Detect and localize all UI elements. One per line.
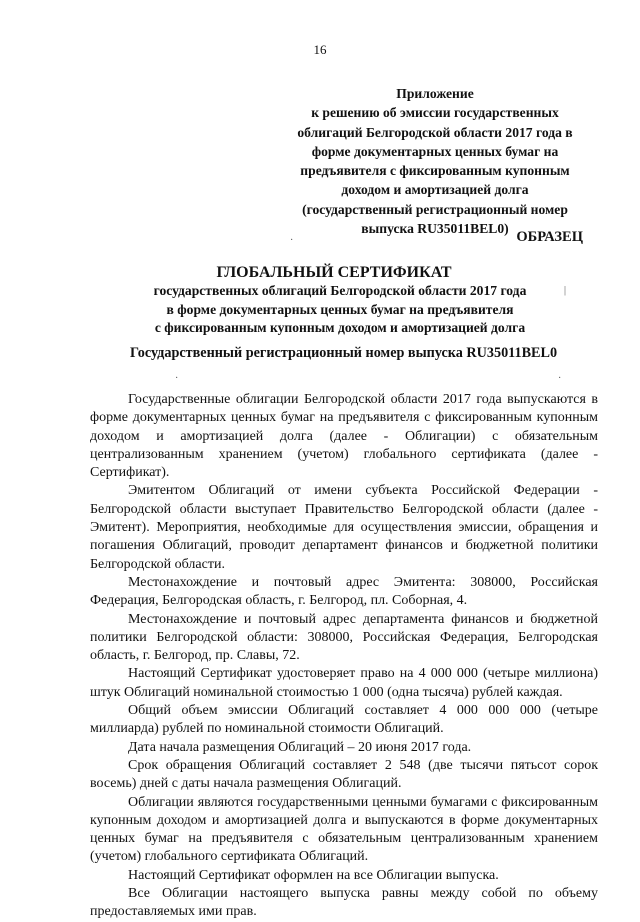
body-paragraph: Срок обращения Облигаций составляет 2 548 (две тысячи пятьсот сорок восемь) дней с даты начала размещения Облигаций. bbox=[90, 757, 598, 792]
appendix-line: доходом и амортизацией долга bbox=[341, 182, 529, 198]
appendix-line: выпуска RU35011BEL0) bbox=[361, 221, 509, 237]
body-paragraph: Настоящий Сертификат удостоверяет право на 4 000 000 (четыре миллиона) штук Облигаций номинальной стоимостью 1 000 (одна тысяча) рублей каждая. bbox=[90, 666, 598, 700]
appendix-line: (государственный регистрационный номер bbox=[302, 201, 568, 217]
certificate-body bbox=[90, 391, 598, 922]
subtitle-line: с фиксированным купонным доходом и амортизацией долга bbox=[154, 320, 526, 335]
appendix-line: Приложение bbox=[396, 86, 474, 101]
body-paragraph: Местонахождение и почтовый адрес департамента финансов и бюджетной политики Белгородской области: 308000, Российская Федерация, Белгородская область, г. Белгород, пр. Славы, 72. bbox=[90, 611, 598, 664]
body-paragraph: Все Облигации настоящего выпуска равны между собой по объему предоставляемых ими прав. bbox=[90, 886, 598, 920]
certificate-subtitle bbox=[100, 282, 580, 338]
appendix-line: форме документарных ценных бумаг на bbox=[311, 143, 559, 159]
subtitle-line: государственных облигаций Белгородской области 2017 года bbox=[153, 283, 527, 298]
body-paragraph: Эмитентом Облигаций от имени субъекта Российской Федерации - Белгородской области выступает Правительство Белгородской области (далее - Эмитент). Мероприятия, необходимые для осуществления эмиссии, обращения и погашения Облигаций, проводит департамент финансов и бюджетной политики Белгородской области. bbox=[90, 483, 598, 572]
appendix-line: облигаций Белгородской области 2017 года в bbox=[297, 124, 573, 140]
sample-label: ОБРАЗЕЦ bbox=[516, 229, 583, 245]
appendix-header bbox=[280, 84, 590, 238]
certificate-title: ГЛОБАЛЬНЫЙ СЕРТИФИКАТ bbox=[216, 264, 452, 281]
body-paragraph: Настоящий Сертификат оформлен на все Облигации выпуска. bbox=[128, 867, 499, 883]
body-paragraph: Общий объем эмиссии Облигаций составляет 4 000 000 000 (четыре миллиарда) рублей по номинальной стоимости Облигаций. bbox=[90, 703, 598, 737]
appendix-line: к решению об эмиссии государственных bbox=[311, 105, 559, 121]
page-number: 16 bbox=[313, 42, 327, 57]
scan-speck: · bbox=[175, 373, 179, 384]
registration-number-line: Государственный регистрационный номер выпуска RU35011BEL0 bbox=[130, 345, 558, 361]
body-paragraph: Государственные облигации Белгородской области 2017 года выпускаются в форме документарных ценных бумаг на предъявителя с фиксированным купонным доходом и амортизацией долга (далее - Облигации) с обязательным централизованным хранением (учетом) глобального сертификата (далее - Сертификат). bbox=[90, 392, 598, 481]
body-paragraph: Облигации являются государственными ценными бумагами с фиксированным купонным доходом и амортизацией долга и выпускаются в форме документарных ценных бумаг на предъявителя с обязательным централизованным хранением (учетом) глобального сертификата Облигаций. bbox=[90, 794, 598, 865]
scan-speck: · bbox=[290, 235, 294, 246]
appendix-line: предъявителя с фиксированным купонным bbox=[300, 163, 570, 179]
scan-speck: | bbox=[564, 285, 567, 296]
scan-speck: · bbox=[558, 373, 562, 384]
body-paragraph: Дата начала размещения Облигаций – 20 июня 2017 года. bbox=[128, 739, 472, 755]
subtitle-line: в форме документарных ценных бумаг на предъявителя bbox=[166, 301, 514, 317]
body-paragraph: Местонахождение и почтовый адрес Эмитента: 308000, Российская Федерация, Белгородская область, г. Белгород, пл. Соборная, 4. bbox=[90, 574, 598, 609]
